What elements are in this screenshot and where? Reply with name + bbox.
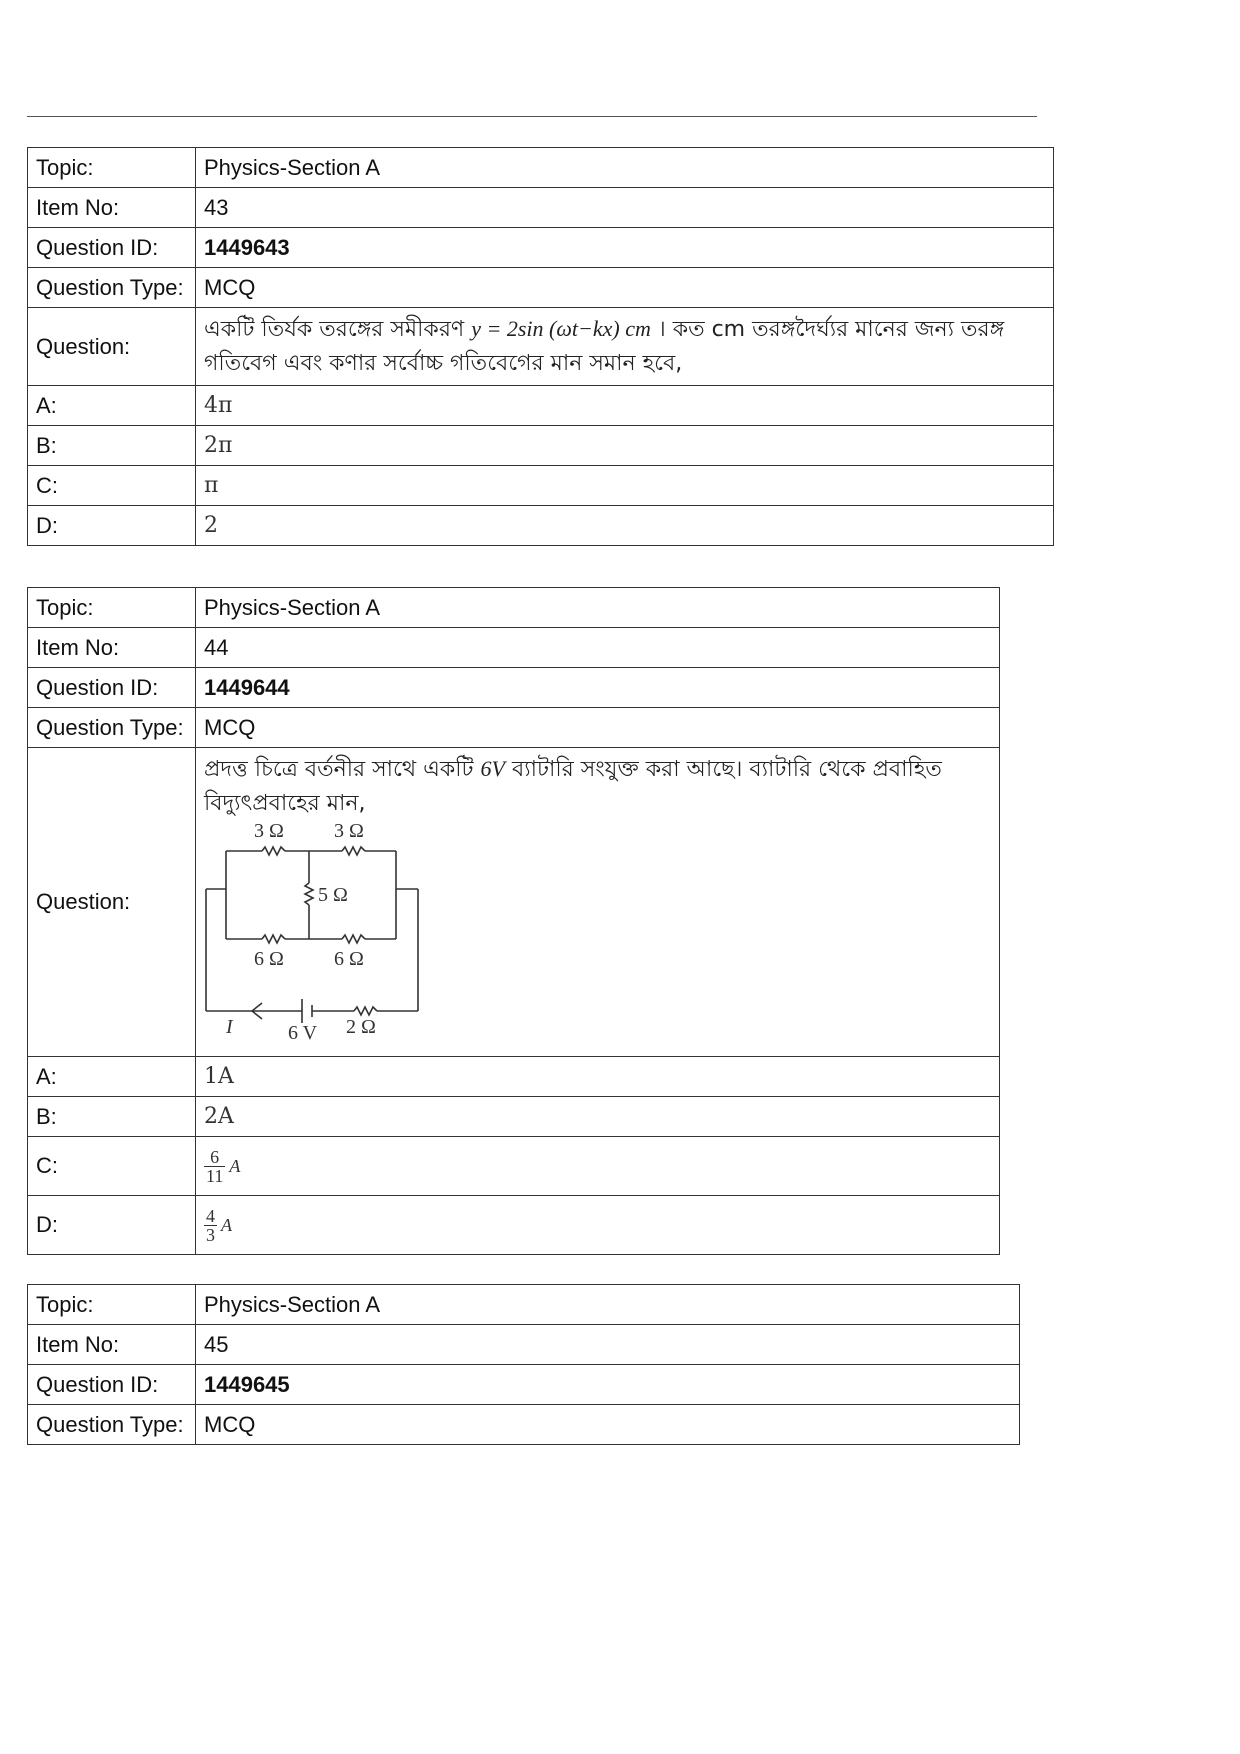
topic-value: Physics-Section A: [196, 1285, 1020, 1325]
option-c-label: C:: [28, 466, 196, 506]
option-a-label: A:: [28, 386, 196, 426]
resistor-label: 3 Ω: [334, 821, 364, 842]
unit: A: [221, 1214, 232, 1235]
question-row: [28, 748, 1000, 1057]
header-rule: [27, 116, 1037, 117]
topic-value: Physics-Section A: [196, 148, 1054, 188]
fraction: [204, 1148, 225, 1185]
circuit-diagram: [204, 821, 434, 1041]
option-d-label: D:: [28, 506, 196, 546]
option-c-row: [28, 466, 1054, 506]
option-a-row: [28, 1057, 1000, 1097]
battery-voltage: 6V: [480, 756, 505, 781]
topic-row: [28, 588, 1000, 628]
question-id-label: Question ID:: [28, 228, 196, 268]
topic-value: Physics-Section A: [196, 588, 1000, 628]
fraction-denominator: 11: [206, 1165, 224, 1186]
question-type-label: Question Type:: [28, 1405, 196, 1445]
topic-row: [28, 1285, 1020, 1325]
option-b-value[interactable]: 2A: [196, 1097, 1000, 1137]
option-a-value[interactable]: 1A: [196, 1057, 1000, 1097]
question-row: [28, 308, 1054, 386]
item-no-value: 44: [196, 628, 1000, 668]
question-type-value: MCQ: [196, 1405, 1020, 1445]
question-text-part: একটি তির্যক তরঙ্গের সমীকরণ: [204, 317, 472, 342]
option-d-row: [28, 506, 1054, 546]
option-a-row: [28, 386, 1054, 426]
option-b-row: [28, 1097, 1000, 1137]
item-no-label: Item No:: [28, 188, 196, 228]
resistor-label: 6 Ω: [254, 948, 284, 970]
item-no-label: Item No:: [28, 628, 196, 668]
item-no-value: 45: [196, 1325, 1020, 1365]
question-text: [196, 308, 1054, 386]
option-c-row: [28, 1137, 1000, 1196]
question-id-value: 1449644: [196, 668, 1000, 708]
question-sentence: [204, 752, 991, 821]
battery-label: 6 V: [288, 1022, 318, 1041]
option-d-row: [28, 1196, 1000, 1255]
question-label: Question:: [28, 748, 196, 1057]
fraction-numerator: 6: [204, 1148, 225, 1167]
option-b-label: B:: [28, 426, 196, 466]
option-b-row: [28, 426, 1054, 466]
resistor-label: 6 Ω: [334, 948, 364, 970]
wave-equation: y = 2sin (ωt−kx) cm: [471, 316, 651, 341]
question-text-part: ব্যাটারি সংযুক্ত করা আছে। ব্যাটারি থেকে প্রবাহিত বিদ্যুৎপ্রবাহের মান,: [204, 757, 942, 816]
question-type-row: [28, 1405, 1020, 1445]
fraction-denominator: 3: [206, 1224, 215, 1245]
item-no-label: Item No:: [28, 1325, 196, 1365]
topic-row: [28, 148, 1054, 188]
option-b-label: B:: [28, 1097, 196, 1137]
option-c-value[interactable]: π: [196, 466, 1054, 506]
option-d-value[interactable]: 2: [196, 506, 1054, 546]
question-table-45: [27, 1284, 1020, 1445]
option-a-value[interactable]: 4π: [196, 386, 1054, 426]
topic-label: Topic:: [28, 588, 196, 628]
option-d-label: D:: [28, 1196, 196, 1255]
option-b-value[interactable]: 2π: [196, 426, 1054, 466]
question-table-43: [27, 147, 1054, 546]
item-no-row: [28, 1325, 1020, 1365]
topic-label: Topic:: [28, 1285, 196, 1325]
question-id-label: Question ID:: [28, 1365, 196, 1405]
question-text-part: প্রদত্ত চিত্রে বর্তনীর সাথে একটি: [204, 757, 481, 782]
fraction-numerator: 4: [206, 1205, 215, 1226]
item-no-row: [28, 188, 1054, 228]
option-c-value[interactable]: [196, 1137, 1000, 1196]
item-no-row: [28, 628, 1000, 668]
question-id-row: [28, 1365, 1020, 1405]
fraction: [204, 1207, 217, 1244]
resistor-label: 5 Ω: [318, 884, 348, 906]
resistor-label: 3 Ω: [254, 821, 284, 842]
current-label: I: [226, 1016, 233, 1038]
question-label: Question:: [28, 308, 196, 386]
question-text: [196, 748, 1000, 1057]
question-text-part: । কত cm তরঙ্গদৈর্ঘ্যর মানের জন্য তরঙ্গ গতিবেগ এবং কণার সর্বোচ্চ গতিবেগের মান সমান হবে,: [204, 317, 1005, 376]
question-type-row: [28, 708, 1000, 748]
question-id-value: 1449643: [196, 228, 1054, 268]
resistor-label: 2 Ω: [346, 1016, 376, 1038]
option-a-label: A:: [28, 1057, 196, 1097]
item-no-value: 43: [196, 188, 1054, 228]
option-c-label: C:: [28, 1137, 196, 1196]
question-id-row: [28, 228, 1054, 268]
question-type-value: MCQ: [196, 708, 1000, 748]
question-id-label: Question ID:: [28, 668, 196, 708]
question-table-44: [27, 587, 1000, 1255]
question-type-label: Question Type:: [28, 708, 196, 748]
question-type-label: Question Type:: [28, 268, 196, 308]
question-type-value: MCQ: [196, 268, 1054, 308]
topic-label: Topic:: [28, 148, 196, 188]
question-id-value: 1449645: [196, 1365, 1020, 1405]
option-d-value[interactable]: [196, 1196, 1000, 1255]
question-id-row: [28, 668, 1000, 708]
question-type-row: [28, 268, 1054, 308]
unit: A: [229, 1155, 241, 1176]
